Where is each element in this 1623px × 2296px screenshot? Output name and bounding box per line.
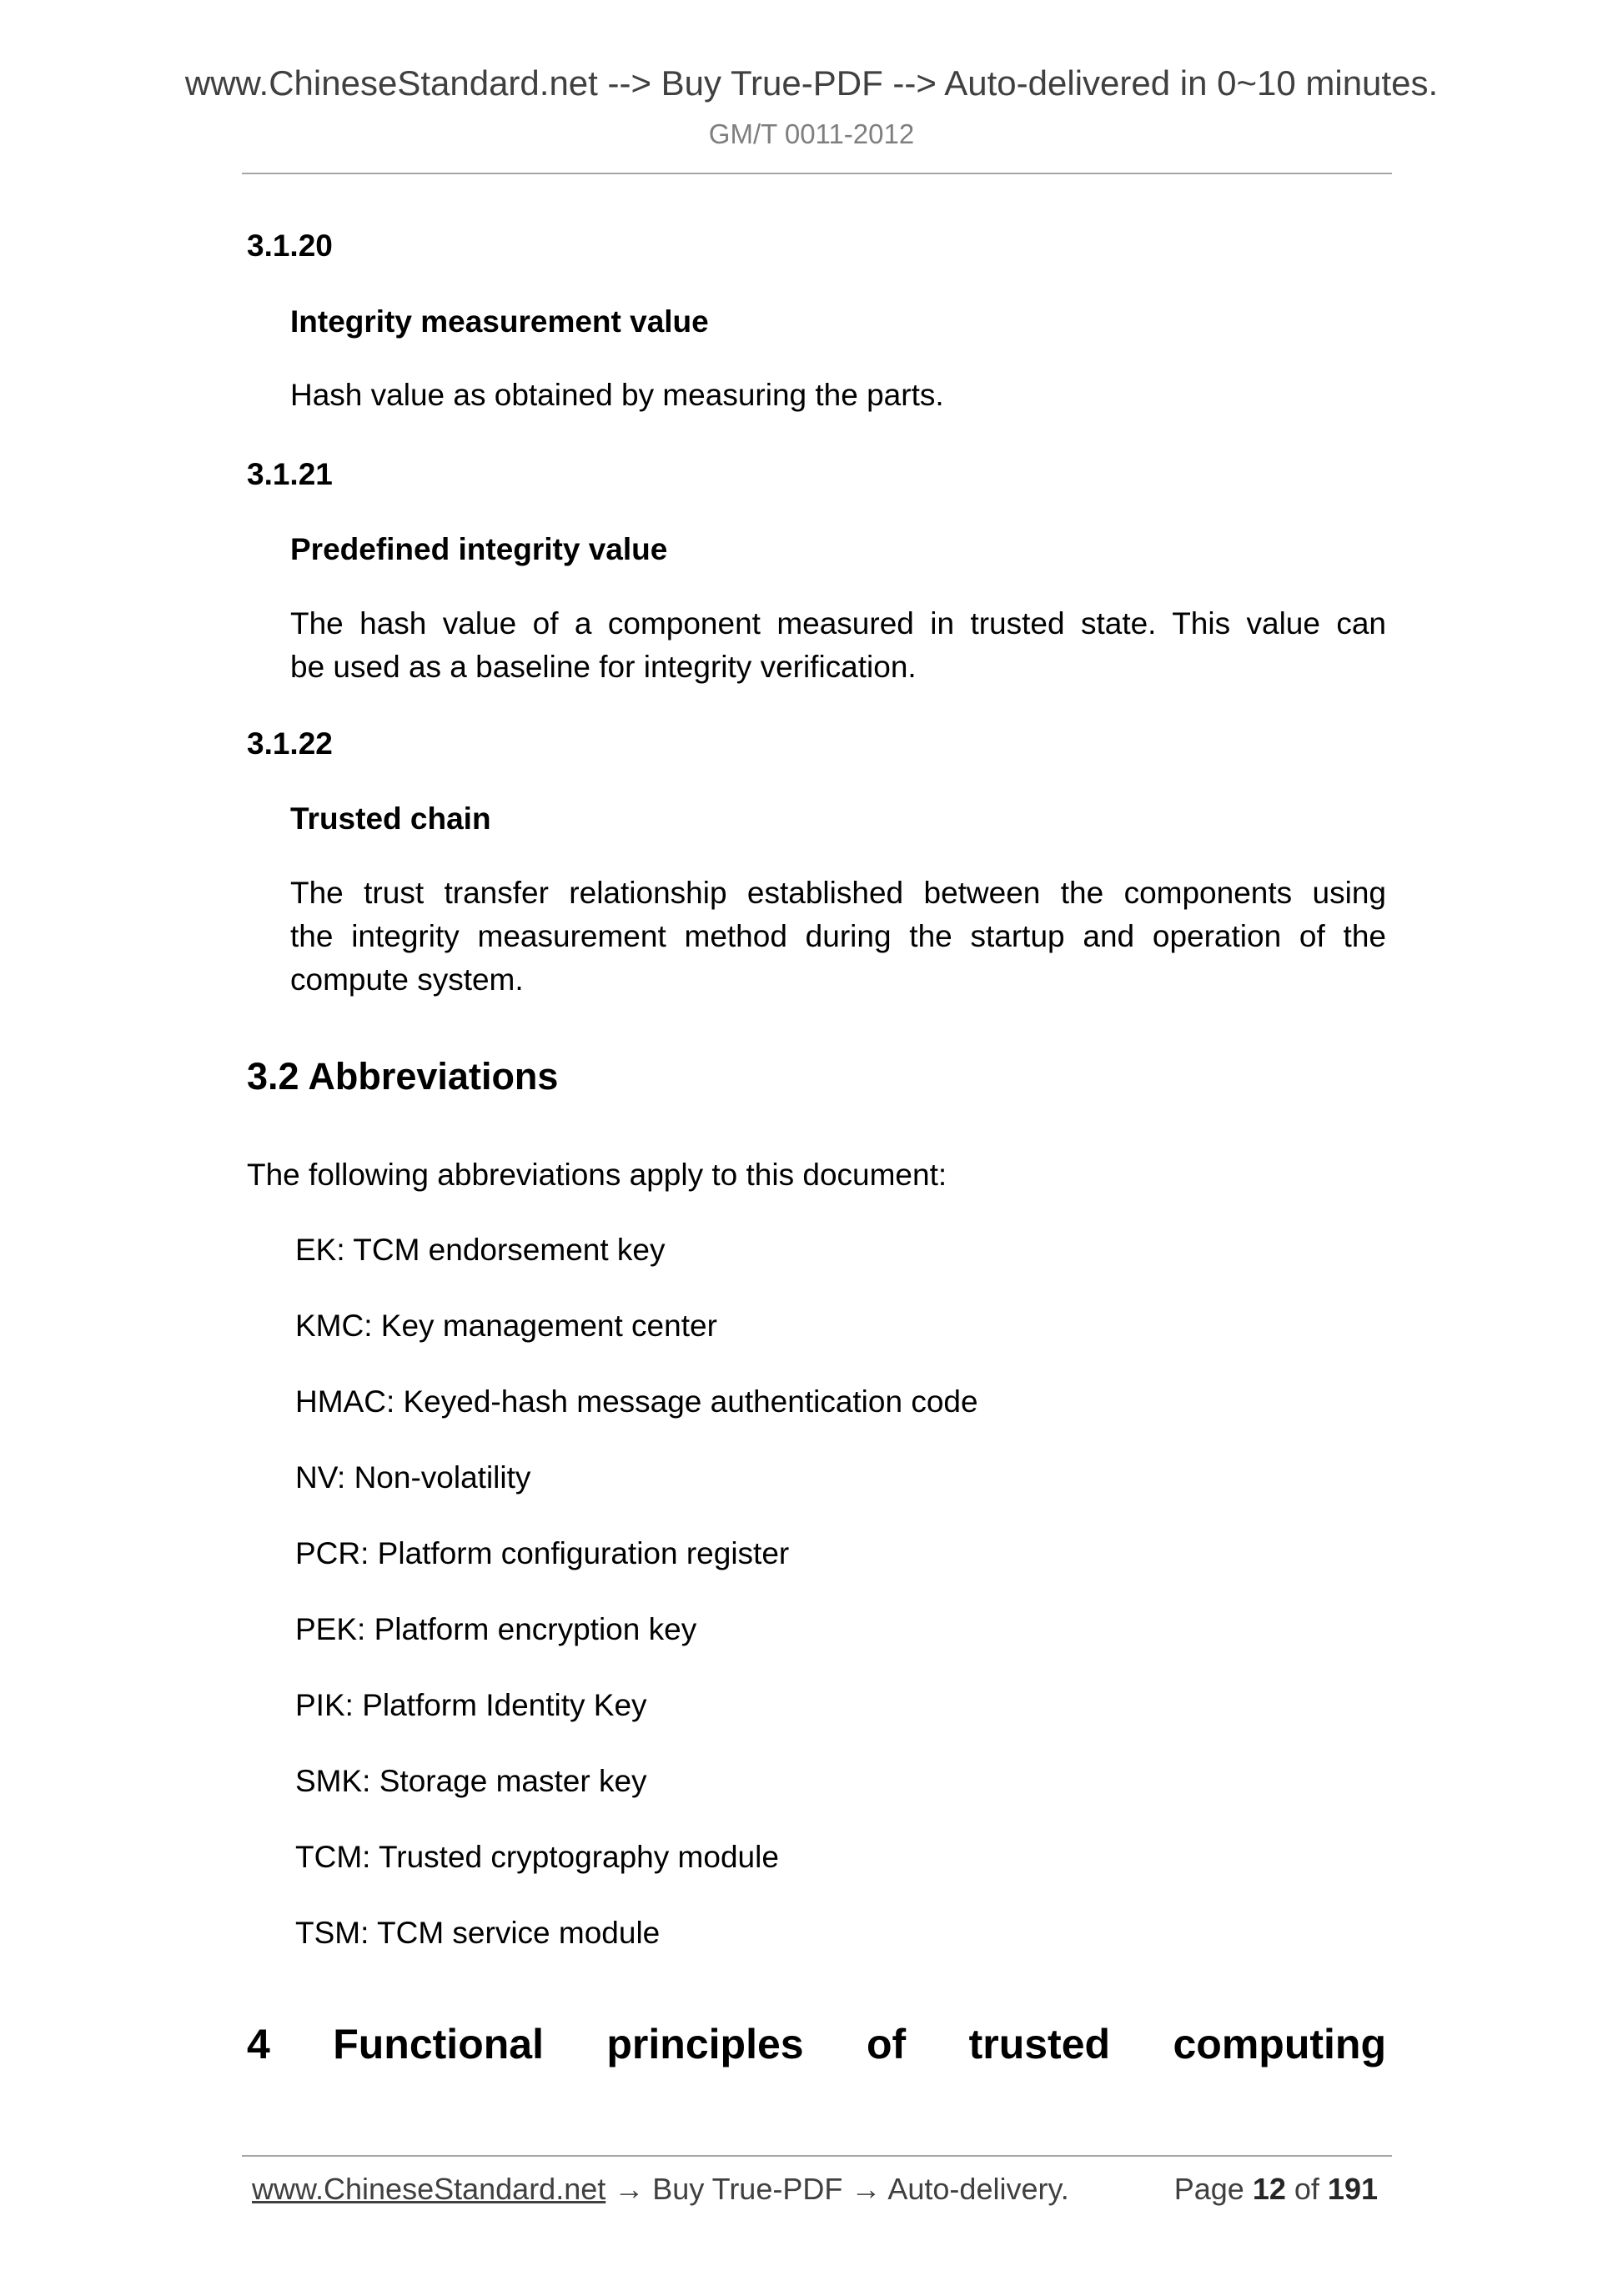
heading-word: Functional — [333, 2021, 544, 2067]
page-label: Page — [1173, 2172, 1244, 2206]
abbreviation-item: PIK: Platform Identity Key — [295, 1688, 647, 1722]
term-trusted-chain: Trusted chain — [290, 801, 491, 836]
heading-word: of — [866, 2021, 907, 2067]
section-heading-abbreviations: 3.2 Abbreviations — [247, 1055, 559, 1098]
definition-3-1-21-line-2: be used as a baseline for integrity verification. — [290, 650, 917, 684]
heading-number: 4 — [247, 2021, 270, 2067]
clause-number-3-1-22: 3.1.22 — [247, 726, 333, 761]
page-indicator — [1174, 2172, 1378, 2207]
abbreviation-item: NV: Non-volatility — [295, 1460, 531, 1495]
abbreviation-item: SMK: Storage master key — [295, 1764, 647, 1798]
heading-word: computing — [1173, 2021, 1386, 2067]
footer-buy-text: Buy True-PDF — [652, 2172, 843, 2206]
abbreviation-item: TCM: Trusted cryptography module — [295, 1840, 779, 1874]
abbreviation-item: TSM: TCM service module — [295, 1916, 661, 1950]
clause-number-3-1-21: 3.1.21 — [247, 457, 333, 491]
page-number: 12 — [1252, 2172, 1286, 2206]
total-pages: 191 — [1327, 2172, 1378, 2206]
abbreviation-item: PEK: Platform encryption key — [295, 1612, 697, 1646]
footer-site-link[interactable]: www.ChineseStandard.net — [252, 2172, 606, 2206]
definition-3-1-20: Hash value as obtained by measuring the parts. — [290, 378, 944, 412]
heading-word: principles — [606, 2021, 804, 2067]
arrow-right-icon: → — [851, 2172, 882, 2206]
footer-rule — [242, 2155, 1392, 2157]
abbreviation-item: PCR: Platform configuration register — [295, 1536, 790, 1570]
definition-3-1-22-line-3: compute system. — [290, 962, 524, 997]
abbreviation-item: EK: TCM endorsement key — [295, 1233, 666, 1267]
section-heading-4 — [247, 2020, 1386, 2068]
definition-3-1-21-line-1: The hash value of a component measured in trusted state. This value can — [290, 606, 1386, 641]
term-integrity-measurement-value: Integrity measurement value — [290, 304, 709, 339]
abbreviation-item: KMC: Key management center — [295, 1309, 717, 1343]
clause-number-3-1-20: 3.1.20 — [247, 229, 333, 263]
abbreviations-intro: The following abbreviations apply to this document: — [247, 1158, 947, 1192]
definition-3-1-22-line-2: the integrity measurement method during the startup and operation of the — [290, 919, 1386, 953]
header-title: www.ChineseStandard.net --> Buy True-PDF --> Auto-delivered in 0~10 minutes. — [184, 63, 1439, 103]
term-predefined-integrity-value: Predefined integrity value — [290, 532, 668, 566]
definition-3-1-22-line-1: The trust transfer relationship established between the components using — [290, 876, 1386, 910]
abbreviation-item: HMAC: Keyed-hash message authentication code — [295, 1384, 978, 1419]
heading-word: trusted — [968, 2021, 1111, 2067]
footer-promo — [252, 2172, 1069, 2207]
of-label: of — [1294, 2172, 1319, 2206]
arrow-right-icon: → — [614, 2172, 645, 2206]
footer-auto-text: Auto-delivery. — [887, 2172, 1069, 2206]
header-rule — [242, 173, 1392, 174]
document-id: GM/T 0011-2012 — [708, 118, 915, 149]
